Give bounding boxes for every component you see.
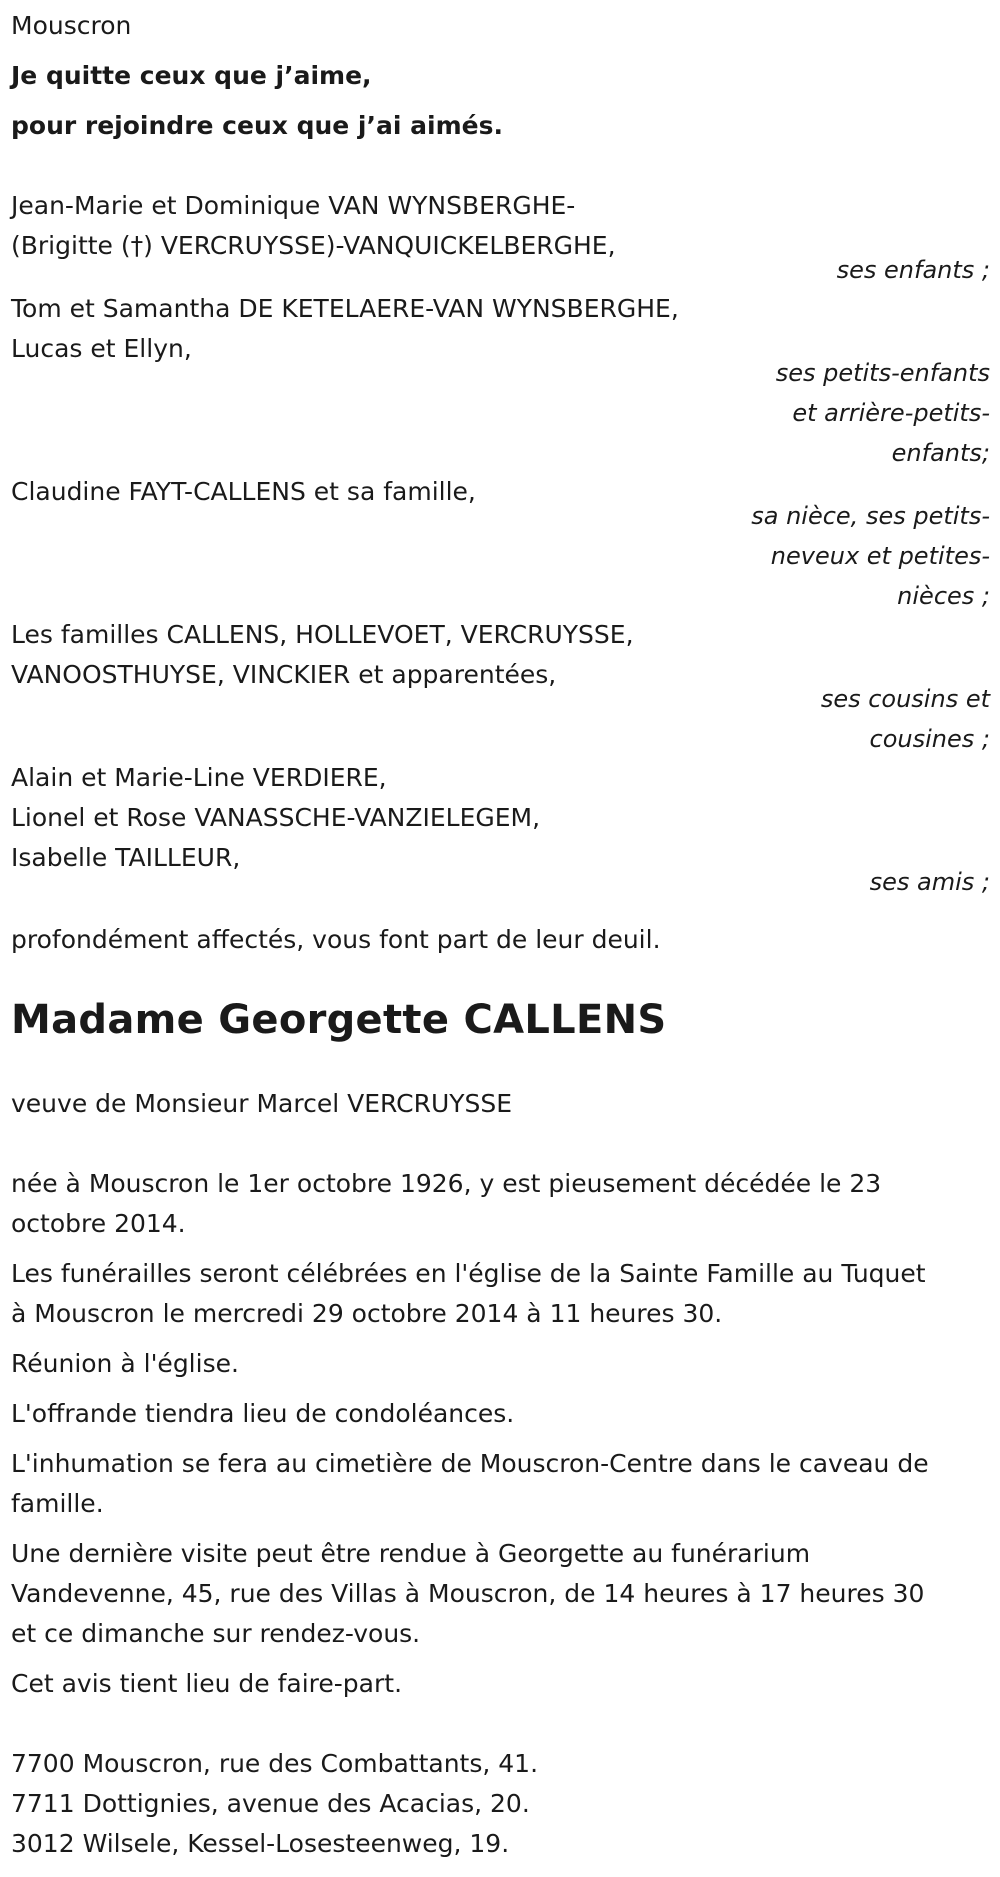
deceased-name: Madame Georgette CALLENS [11, 997, 667, 1043]
detail-line: Cet avis tient lieu de faire-part. [11, 1669, 403, 1698]
quote-line-2: pour rejoindre ceux que j’ai aimés. [11, 111, 503, 140]
family-role: ses enfants ; [836, 256, 990, 284]
family-name-line: Jean-Marie et Dominique VAN WYNSBERGHE- [11, 191, 576, 220]
family-role: neveux et petites- [770, 542, 990, 570]
family-role: ses amis ; [869, 868, 990, 896]
detail-line: L'inhumation se fera au cimetière de Mouscron-Centre dans le caveau de [11, 1449, 929, 1478]
spouse-line: veuve de Monsieur Marcel VERCRUYSSE [11, 1089, 513, 1118]
family-role: nièces ; [897, 582, 990, 610]
family-role: ses cousins et [820, 685, 990, 713]
detail-line: née à Mouscron le 1er octobre 1926, y est pieusement décédée le 23 [11, 1169, 882, 1198]
address-line: 3012 Wilsele, Kessel-Losesteenweg, 19. [11, 1829, 510, 1858]
family-role: sa nièce, ses petits- [751, 502, 990, 530]
family-name-line: (Brigitte (†) VERCRUYSSE)-VANQUICKELBERGHE, [11, 231, 616, 260]
closing-family-line: profondément affectés, vous font part de leur deuil. [11, 925, 661, 954]
detail-line: Une dernière visite peut être rendue à Georgette au funérarium [11, 1539, 811, 1568]
detail-line: Les funérailles seront célébrées en l'église de la Sainte Famille au Tuquet [11, 1259, 926, 1288]
family-role: cousines ; [869, 725, 990, 753]
family-name-line: Isabelle TAILLEUR, [11, 843, 241, 872]
detail-line: Réunion à l'église. [11, 1349, 239, 1378]
family-name-line: VANOOSTHUYSE, VINCKIER et apparentées, [11, 660, 557, 689]
family-role: et arrière-petits- [792, 399, 990, 427]
family-role: ses petits-enfants [775, 359, 990, 387]
quote-line-1: Je quitte ceux que j’aime, [11, 61, 372, 90]
detail-line: octobre 2014. [11, 1209, 186, 1238]
address-line: 7700 Mouscron, rue des Combattants, 41. [11, 1749, 539, 1778]
family-name-line: Lionel et Rose VANASSCHE-VANZIELEGEM, [11, 803, 541, 832]
family-name-line: Tom et Samantha DE KETELAERE-VAN WYNSBERGHE, [11, 294, 679, 323]
detail-line: Vandevenne, 45, rue des Villas à Mouscron, de 14 heures à 17 heures 30 [11, 1579, 925, 1608]
detail-line: famille. [11, 1489, 104, 1518]
detail-line: à Mouscron le mercredi 29 octobre 2014 à 11 heures 30. [11, 1299, 723, 1328]
address-line: 7711 Dottignies, avenue des Acacias, 20. [11, 1789, 530, 1818]
detail-line: et ce dimanche sur rendez-vous. [11, 1619, 421, 1648]
family-name-line: Les familles CALLENS, HOLLEVOET, VERCRUYSSE, [11, 620, 634, 649]
family-role: enfants; [891, 439, 990, 467]
family-name-line: Claudine FAYT-CALLENS et sa famille, [11, 477, 476, 506]
family-name-line: Lucas et Ellyn, [11, 334, 192, 363]
detail-line: L'offrande tiendra lieu de condoléances. [11, 1399, 515, 1428]
family-name-line: Alain et Marie-Line VERDIERE, [11, 763, 387, 792]
city-header: Mouscron [11, 11, 132, 40]
